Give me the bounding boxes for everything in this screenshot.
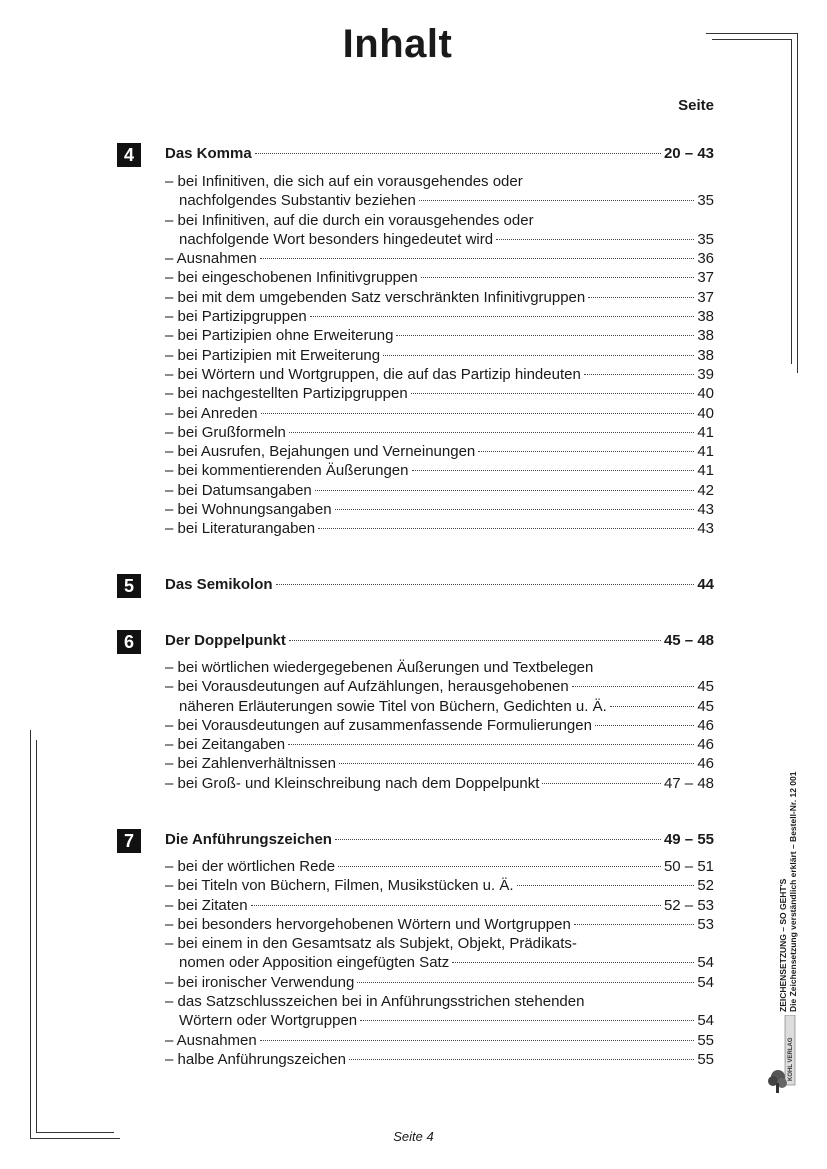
entry-page: 47 – 48 — [663, 774, 714, 792]
toc-entry — [165, 973, 714, 992]
entry-text: – bei Grußformeln — [165, 423, 286, 441]
entry-page: 37 — [697, 269, 714, 287]
section-number-badge: 7 — [117, 829, 141, 853]
toc-entry — [165, 384, 714, 403]
entry-page: 43 — [697, 501, 714, 519]
toc-entry — [165, 365, 714, 384]
dot-leader — [276, 584, 695, 585]
section-title: Der Doppelpunkt — [165, 632, 286, 649]
dot-leader — [610, 706, 695, 707]
dot-leader — [542, 783, 661, 784]
toc-entry — [165, 697, 714, 716]
dot-leader — [588, 297, 694, 298]
entry-text: – bei Wörtern und Wortgruppen, die auf das Partizip hindeuten — [165, 365, 581, 383]
toc-entry — [165, 268, 714, 287]
section-header — [117, 143, 714, 165]
toc-entry — [165, 754, 714, 773]
entry-text: – Ausnahmen — [165, 1031, 257, 1049]
section-header — [117, 829, 714, 851]
frame-top-right-v2 — [791, 39, 792, 364]
toc-entry — [165, 230, 714, 249]
entry-page: 45 — [697, 697, 714, 715]
entry-page: 36 — [697, 250, 714, 268]
section-title-row — [165, 632, 714, 649]
section-header — [117, 574, 714, 596]
toc-entry — [165, 461, 714, 480]
dot-leader — [260, 258, 695, 259]
toc-entry — [165, 934, 714, 953]
tree-logo-icon — [766, 1015, 796, 1095]
entry-text: – bei ironischer Verwendung — [165, 973, 355, 991]
entry-text: – bei besonders hervorgehobenen Wörtern und Wortgruppen — [165, 915, 571, 933]
dot-leader — [318, 528, 694, 529]
toc-entry — [165, 1011, 714, 1030]
toc-entry — [165, 481, 714, 500]
entry-text: – bei Literaturangaben — [165, 520, 316, 538]
toc-entry — [165, 211, 714, 230]
entry-text: – bei Zahlenverhältnissen — [165, 755, 336, 773]
toc-section-4 — [117, 143, 714, 539]
dot-leader — [289, 432, 694, 433]
entry-text: – bei Vorausdeutungen auf Aufzählungen, herausgehobenen — [165, 678, 569, 696]
entry-text: – bei kommentierenden Äußerungen — [165, 462, 409, 480]
dot-leader — [478, 451, 694, 452]
entry-page: 54 — [697, 1012, 714, 1030]
toc-section-7 — [117, 829, 714, 1069]
toc-entry — [165, 307, 714, 326]
logo-wordmark: KOHL VERLAG — [788, 1037, 794, 1081]
entry-page: 55 — [697, 1031, 714, 1049]
dot-leader — [338, 866, 661, 867]
toc-entry — [165, 774, 714, 793]
entry-text: – bei der wörtlichen Rede — [165, 858, 336, 875]
dot-leader — [349, 1059, 694, 1060]
entry-text: – bei Vorausdeutungen auf zusammenfassende Formulierungen — [165, 716, 592, 734]
section-title-row — [165, 831, 714, 848]
toc-entry — [165, 992, 714, 1011]
entry-page: 55 — [697, 1050, 714, 1068]
dot-leader — [288, 744, 694, 745]
frame-top-right-h1 — [706, 33, 798, 34]
toc-entry — [165, 191, 714, 210]
toc-entry — [165, 1050, 714, 1069]
dot-leader — [396, 335, 694, 336]
entry-list — [165, 172, 714, 539]
entry-page: 50 – 51 — [663, 858, 714, 875]
entry-text: – bei Zeitangaben — [165, 736, 286, 754]
dot-leader — [572, 686, 695, 687]
toc-entry — [165, 346, 714, 365]
dot-leader — [289, 640, 661, 641]
entry-text: Wörtern oder Wortgruppen — [179, 1012, 358, 1030]
dot-leader — [339, 763, 694, 764]
entry-text: – bei nachgestellten Partizipgruppen — [165, 385, 408, 403]
entry-page: 41 — [697, 443, 714, 461]
frame-bottom-left-v1 — [30, 730, 31, 1138]
toc-entry — [165, 677, 714, 696]
entry-page: 40 — [697, 385, 714, 403]
entry-page: 54 — [697, 973, 714, 991]
dot-leader — [412, 470, 695, 471]
entry-page: 35 — [697, 230, 714, 248]
entry-page: 41 — [697, 462, 714, 480]
section-title: Die Anführungszeichen — [165, 831, 332, 848]
entry-page: 52 – 53 — [663, 896, 714, 914]
section-title: Das Semikolon — [165, 576, 273, 593]
entry-page: 43 — [697, 520, 714, 538]
entry-text: – bei eingeschobenen Infinitivgruppen — [165, 269, 418, 287]
entry-list — [165, 658, 714, 793]
dot-leader — [419, 200, 694, 201]
entry-text: – bei wörtlichen wiedergegebenen Äußerungen und Textbelegen — [165, 659, 594, 676]
entry-page: 39 — [697, 365, 714, 383]
entry-text: – halbe Anführungszeichen — [165, 1050, 346, 1068]
entry-page: 54 — [697, 954, 714, 972]
entry-text: – bei einem in den Gesamtsatz als Subjekt, Objekt, Prädikats- — [165, 935, 577, 953]
dot-leader — [496, 239, 694, 240]
section-number-badge: 4 — [117, 143, 141, 167]
dot-leader — [310, 316, 695, 317]
entry-text: – bei Partizipien mit Erweiterung — [165, 346, 381, 364]
entry-text: – bei Partizipien ohne Erweiterung — [165, 327, 394, 345]
entry-page: 46 — [697, 716, 714, 734]
dot-leader — [360, 1020, 694, 1021]
toc-entry — [165, 735, 714, 754]
dot-leader — [383, 355, 694, 356]
dot-leader — [452, 962, 694, 963]
section-pages: 44 — [697, 576, 714, 593]
sidebar-series-title: ZEICHENSETZUNG – SO GEHT'S — [778, 878, 788, 1012]
entry-text: – bei Infinitiven, auf die durch ein vorausgehendes oder — [165, 211, 534, 229]
dot-leader — [421, 277, 695, 278]
frame-top-right-v1 — [797, 33, 798, 373]
entry-text: – bei Groß- und Kleinschreibung nach dem Doppelpunkt — [165, 774, 540, 792]
entry-text: näheren Erläuterungen sowie Titel von Büchern, Gedichten u. Ä. — [179, 697, 607, 715]
sidebar-subtitle-order-number: Die Zeichensetzung verständlich erklärt – Bestell-Nr. 12 001 — [788, 771, 798, 1012]
entry-page: 38 — [697, 308, 714, 326]
toc-entry — [165, 404, 714, 423]
entry-page: 41 — [697, 423, 714, 441]
page-column-label: Seite — [678, 97, 714, 114]
entry-page: 52 — [697, 877, 714, 895]
dot-leader — [251, 905, 661, 906]
entry-text: nachfolgende Wort besonders hingedeutet wird — [179, 230, 494, 248]
dot-leader — [357, 982, 694, 983]
entry-text: – bei Datumsangaben — [165, 481, 312, 499]
entry-text: – bei Titeln von Büchern, Filmen, Musikstücken u. Ä. — [165, 877, 514, 895]
entry-text: – bei mit dem umgebenden Satz verschränkten Infinitivgruppen — [165, 288, 586, 306]
entry-text: – Ausnahmen — [165, 250, 257, 268]
toc-entry — [165, 519, 714, 538]
dot-leader — [517, 885, 695, 886]
entry-text: – bei Wohnungsangaben — [165, 501, 332, 519]
toc-entry — [165, 915, 714, 934]
toc-section-5 — [117, 574, 714, 596]
page-title: Inhalt — [342, 22, 453, 66]
toc-entry — [165, 288, 714, 307]
toc-entry — [165, 249, 714, 268]
dot-leader — [335, 509, 695, 510]
section-title-row — [165, 145, 714, 162]
toc-entry — [165, 857, 714, 876]
entry-page: 37 — [697, 288, 714, 306]
dot-leader — [261, 413, 695, 414]
dot-leader — [584, 374, 695, 375]
section-pages: 45 – 48 — [663, 632, 714, 649]
entry-page: 40 — [697, 404, 714, 422]
frame-top-right-h2 — [712, 39, 792, 40]
section-header — [117, 630, 714, 652]
section-number-badge: 5 — [117, 574, 141, 598]
section-pages: 20 – 43 — [663, 145, 714, 162]
dot-leader — [260, 1040, 695, 1041]
entry-page: 38 — [697, 327, 714, 345]
page-footer: Seite 4 — [393, 1129, 434, 1144]
frame-bottom-left-v2 — [36, 740, 37, 1132]
entry-text: – bei Ausrufen, Bejahungen und Verneinungen — [165, 443, 476, 461]
toc-entry — [165, 896, 714, 915]
entry-page: 35 — [697, 192, 714, 210]
toc-section-6 — [117, 630, 714, 793]
section-title-row — [165, 576, 714, 593]
toc-entry — [165, 326, 714, 345]
toc-entry — [165, 1031, 714, 1050]
entry-text: – bei Anreden — [165, 404, 258, 422]
toc-entry — [165, 658, 714, 677]
section-number-badge: 6 — [117, 630, 141, 654]
dot-leader — [595, 725, 694, 726]
entry-text: – bei Zitaten — [165, 896, 248, 914]
entry-page: 45 — [697, 678, 714, 696]
entry-page: 38 — [697, 346, 714, 364]
publisher-logo — [766, 1015, 796, 1095]
sidebar-text — [778, 772, 798, 1012]
dot-leader — [255, 153, 661, 154]
toc-entry — [165, 442, 714, 461]
entry-list — [165, 857, 714, 1069]
dot-leader — [411, 393, 695, 394]
dot-leader — [315, 490, 695, 491]
entry-page: 53 — [697, 915, 714, 933]
entry-page: 46 — [697, 755, 714, 773]
entry-text: nachfolgendes Substantiv beziehen — [179, 192, 416, 210]
toc-entry — [165, 876, 714, 895]
entry-page: 42 — [697, 481, 714, 499]
toc-entry — [165, 716, 714, 735]
toc-entry — [165, 172, 714, 191]
dot-leader — [335, 839, 661, 840]
entry-page: 46 — [697, 736, 714, 754]
section-title: Das Komma — [165, 145, 252, 162]
toc-entry — [165, 500, 714, 519]
toc-entry — [165, 423, 714, 442]
entry-text: – bei Infinitiven, die sich auf ein vorausgehendes oder — [165, 173, 523, 190]
toc-entry — [165, 953, 714, 972]
entry-text: nomen oder Apposition eingefügten Satz — [179, 954, 450, 972]
section-pages: 49 – 55 — [663, 831, 714, 848]
entry-text: – bei Partizipgruppen — [165, 308, 307, 326]
entry-text: – das Satzschlusszeichen bei in Anführungsstrichen stehenden — [165, 993, 585, 1011]
dot-leader — [574, 924, 694, 925]
